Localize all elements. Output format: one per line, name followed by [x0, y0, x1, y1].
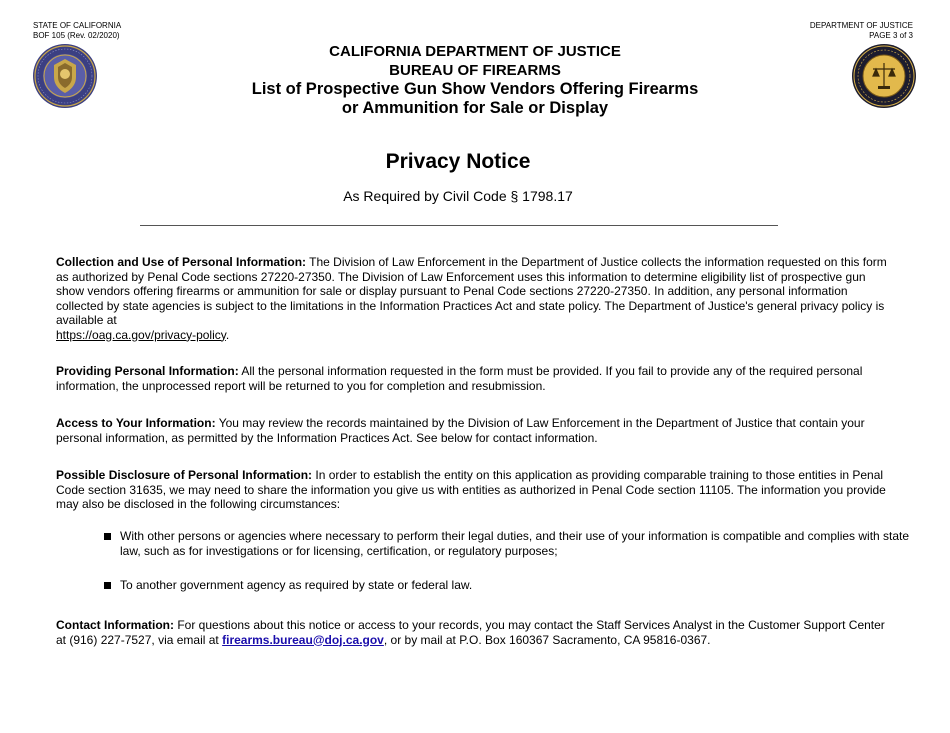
form-title-line1: List of Prospective Gun Show Vendors Offering Firearms	[251, 80, 699, 98]
bullet-square-icon	[104, 582, 111, 589]
contact-email-link[interactable]: firearms.bureau@doj.ca.gov	[222, 632, 384, 647]
state-label: STATE OF CALIFORNIA	[33, 21, 122, 30]
providing-section	[56, 364, 896, 393]
page-number: PAGE 3 of 3	[869, 31, 913, 40]
form-number: BOF 105 (Rev. 02/2020)	[33, 31, 120, 40]
disclosure-section	[56, 468, 896, 512]
agency-title: CALIFORNIA DEPARTMENT OF JUSTICE	[329, 43, 621, 60]
contact-heading: Contact Information:	[56, 618, 174, 632]
bullet-text: To another government agency as required by state or federal law.	[120, 578, 473, 592]
list-item	[104, 529, 910, 558]
access-section	[56, 416, 896, 445]
divider	[140, 225, 778, 226]
access-heading: Access to Your Information:	[56, 416, 216, 430]
civil-code-subtitle: As Required by Civil Code § 1798.17	[343, 188, 573, 204]
collection-heading: Collection and Use of Personal Information:	[56, 255, 307, 269]
department-block	[810, 21, 913, 41]
disclosure-heading: Possible Disclosure of Personal Information:	[56, 468, 313, 482]
privacy-policy-link[interactable]: https://oag.ca.gov/privacy-policy	[56, 327, 226, 342]
access-text: You may review the records maintained by the Division of Law Enforcement in the Department of Justice that contain your personal information, as permitted by the Information Practices Act. See below for contact information.	[56, 416, 865, 445]
contact-text: For questions about this notice or access to your records, you may contact the Staff Services Analyst in the Customer Support Center at (916) 227-7527, via email at	[56, 618, 885, 647]
form-title-line2: or Ammunition for Sale or Display	[341, 99, 609, 117]
bullet-text: With other persons or agencies where necessary to perform their legal duties, and their use of your information is compatible and complies with state law, such as for investigations or for licensing, certification, or regulatory purposes;	[120, 529, 910, 558]
collection-text: The Division of Law Enforcement in the Department of Justice collects the information requested on this form as authorized by Penal Code sections 27220-27350. The Division of Law Enforcement uses this information to determine eligibility list of prospective gun show vendors offering firearms or ammunition for sale or display pursuant to Penal Code sections 27220-27350. In addition, any personal information collected by state agencies is subject to the limitations in the Information Practices Act and state policy. The Department of Justice's general privacy policy is available at	[56, 255, 887, 327]
privacy-notice-title: Privacy Notice	[385, 150, 531, 173]
privacy-link-period: .	[225, 327, 230, 342]
disclosure-text: In order to establish the entity on this application as providing comparable training to those entities in Penal Code section 31635, we may need to share the information you give us with entities as authorized in Penal Code section 11105. The information you provide may also be disclosed in the following circumstances:	[56, 468, 886, 511]
department-label: DEPARTMENT OF JUSTICE	[809, 21, 913, 30]
form-id-block	[33, 21, 121, 41]
list-item	[104, 578, 910, 593]
providing-heading: Providing Personal Information:	[56, 364, 239, 378]
contact-section	[56, 618, 896, 647]
collection-section	[56, 255, 896, 342]
providing-text: All the personal information requested in the form must be provided. If you fail to provide any of the required personal information, the unprocessed report will be returned to you for completion and resubmission.	[56, 364, 863, 393]
contact-address-text: , or by mail at P.O. Box 160367 Sacramento, CA 95816-0367.	[383, 632, 711, 647]
bureau-title: BUREAU OF FIREARMS	[389, 62, 561, 79]
form-title-block	[0, 42, 950, 118]
bullet-square-icon	[104, 533, 111, 540]
